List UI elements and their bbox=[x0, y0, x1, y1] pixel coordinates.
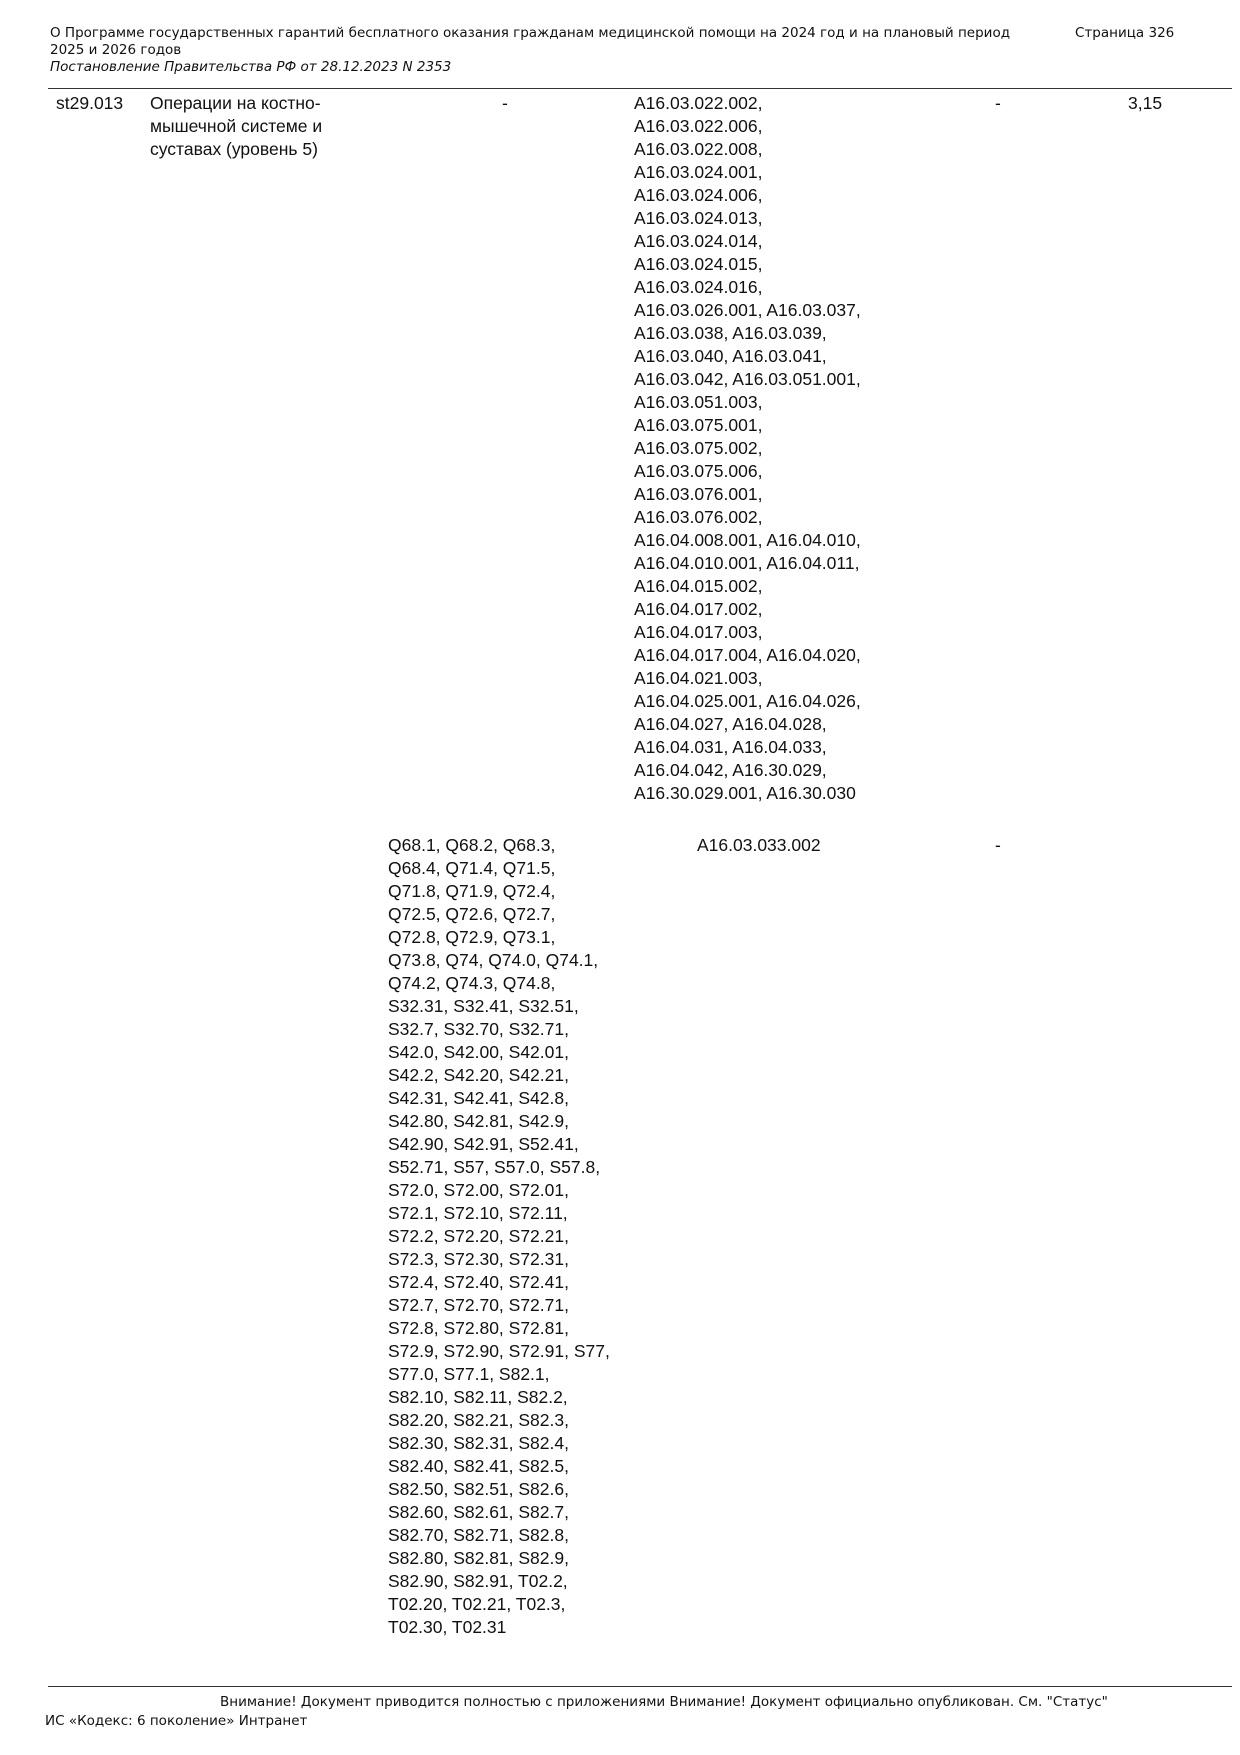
footer-divider bbox=[48, 1686, 1232, 1687]
diagnosis-codes-2: Q68.1, Q68.2, Q68.3, Q68.4, Q71.4, Q71.5, Q71.8, Q71.9, Q72.4, Q72.5, Q72.6, Q72.7, Q72.8, Q72.9, Q73.1, Q73.8, Q74, Q74.0, Q74.1, Q74.2, Q74.3, Q74.8, S32.31, S32.41, S32.51, S32.7, S32.70, S32.71, S42.0, S42.00, S42.01, S42.2, S42.20, S42.21, S42.31, S42.41, S42.8, S42.80, S42.81, S42.9, S42.90, S42.91, S52.41, S52.71, S57, S57.0, S57.8, S72.0, S72.00, S72.01, S72.1, S72.10, S72.11, S72.2, S72.20, S72.21, S72.3, S72.30, S72.31, S72.4, S72.40, S72.41, S72.7, S72.70, S72.71, S72.8, S72.80, S72.81, S72.9, S72.90, S72.91, S77, S77.0, S77.1, S82.1, S82.10, S82.11, S82.2, S82.20, S82.21, S82.3, S82.30, S82.31, S82.4, S82.40, S82.41, S82.5, S82.50, S82.51, S82.6, S82.60, S82.61, S82.7, S82.70, S82.71, S82.8, S82.80, S82.81, S82.9, S82.90, S82.91, T02.2, T02.20, T02.21, T02.3, T02.30, T02.31 bbox=[388, 835, 610, 1637]
document-title: О Программе государственных гарантий бесплатного оказания гражданам медицинской помощи на 2024 год и на плановый период 2025 и 2026 годов bbox=[50, 25, 1011, 58]
cost-coefficient: 3,15 bbox=[1128, 93, 1163, 113]
footer-notice: Внимание! Документ приводится полностью с приложениями Внимание! Документ официально опубликован. См. "Статус" bbox=[220, 1694, 1108, 1710]
additional-criteria-2: - bbox=[995, 835, 1001, 855]
service-codes-1: A16.03.022.002, A16.03.022.006, A16.03.022.008, A16.03.024.001, A16.03.024.006, A16.03.024.013, A16.03.024.014, A16.03.024.015, A16.03.024.016, A16.03.026.001, A16.03.037, A16.03.038, A16.03.039, A16.03.040, A16.03.041, A16.03.042, A16.03.051.001, A16.03.051.003, A16.03.075.001, A16.03.075.002, A16.03.075.006, A16.03.076.001, A16.03.076.002, A16.04.008.001, A16.04.010, A16.04.010.001, A16.04.011, A16.04.015.002, A16.04.017.002, A16.04.017.003, A16.04.017.004, A16.04.020, A16.04.021.003, A16.04.025.001, A16.04.026, A16.04.027, A16.04.028, A16.04.031, A16.04.033, A16.04.042, A16.30.029, A16.30.029.001, A16.30.030 bbox=[634, 93, 861, 803]
ksg-name: Операции на костно-мышечной системе и суставах (уровень 5) bbox=[150, 93, 323, 159]
page-number: Страница 326 bbox=[1075, 25, 1175, 41]
decree-reference: Постановление Правительства РФ от 28.12.2023 N 2353 bbox=[50, 59, 452, 75]
diagnosis-codes-1: - bbox=[502, 93, 508, 113]
footer-system-name: ИС «Кодекс: 6 поколение» Интранет bbox=[45, 1713, 308, 1729]
additional-criteria-1: - bbox=[995, 93, 1001, 113]
header-divider bbox=[48, 88, 1232, 89]
ksg-code: st29.013 bbox=[56, 93, 124, 113]
service-codes-2: A16.03.033.002 bbox=[697, 835, 821, 855]
